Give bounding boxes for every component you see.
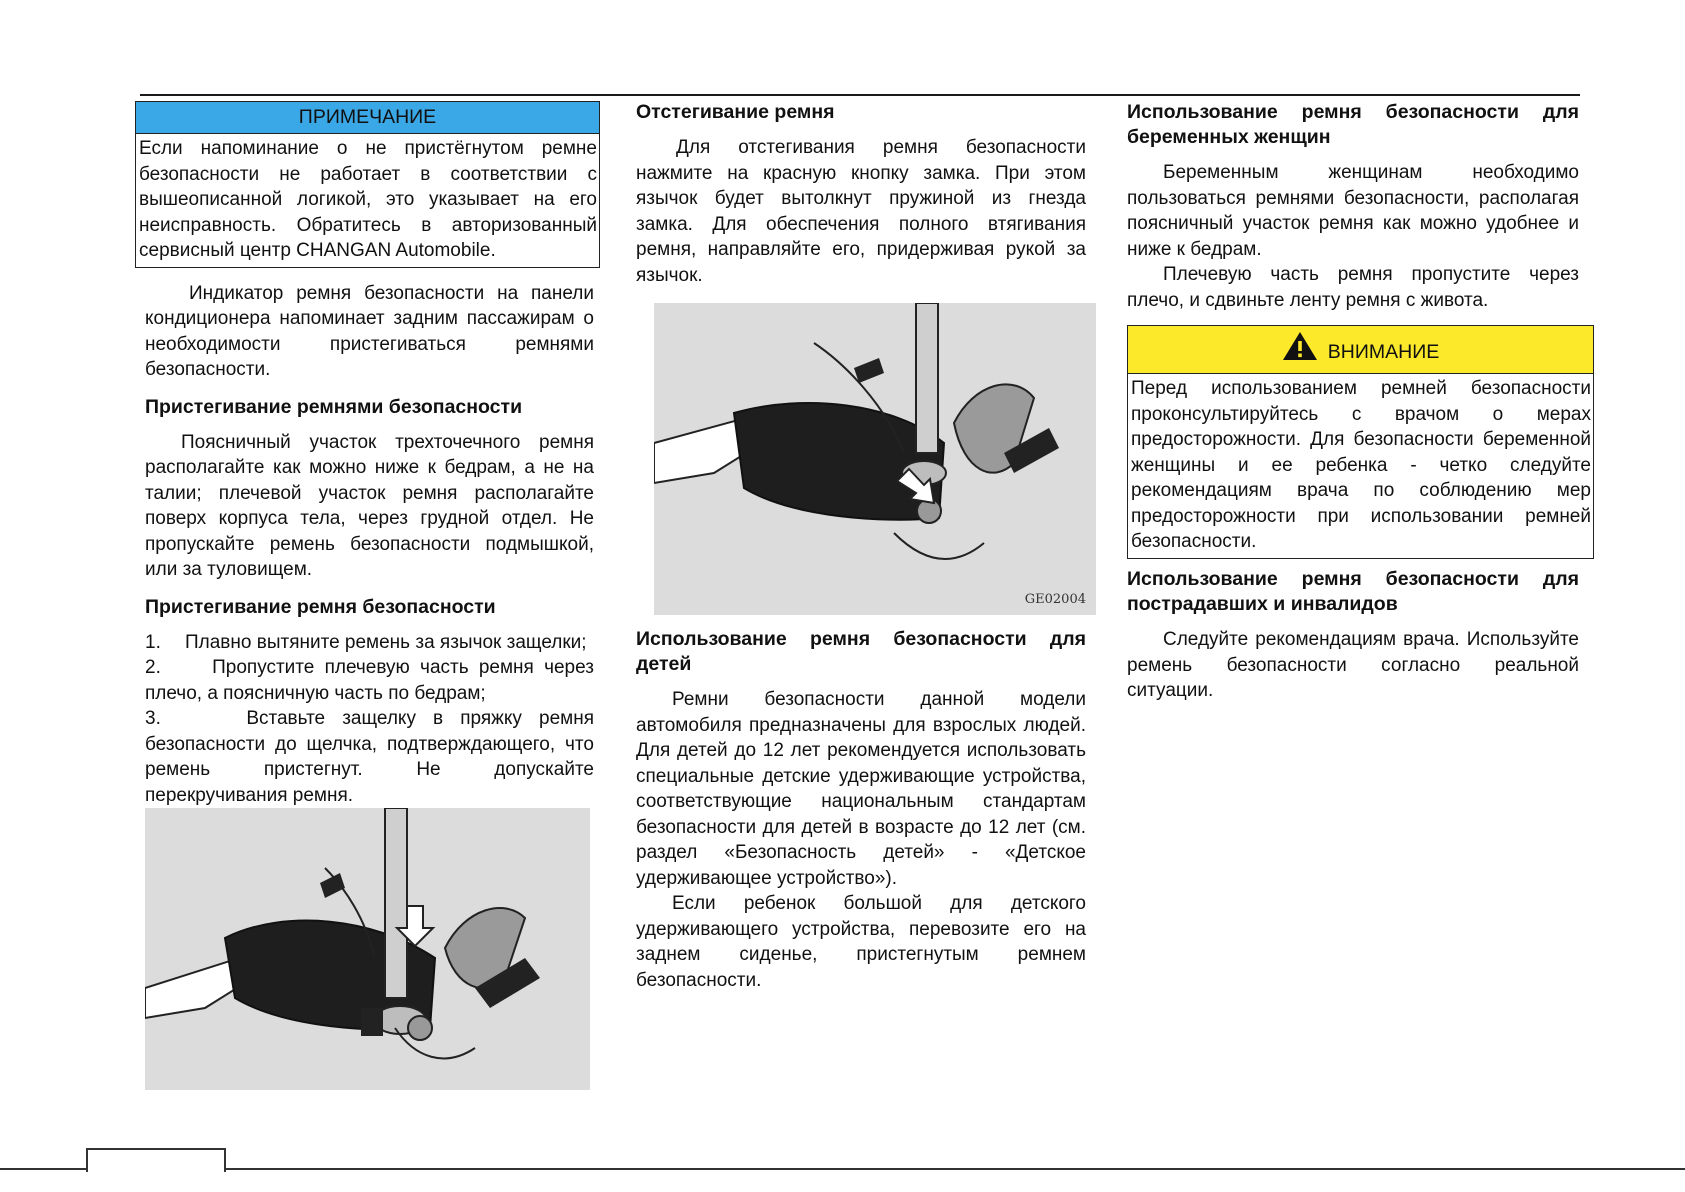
note-title: ПРИМЕЧАНИЕ [136,102,599,134]
paragraph: Ремни безопасности данной модели автомобиля предназначены для взрослых людей. Для детей до 12 лет рекомендуется использовать специальные детские удерживающие устройства, соответствующие национальным стандартам безопасности для детей в возрасте до 12 лет (см. раздел «Безопасность детей» - «Детское удерживающее устройство»). [636,689,1086,889]
warning-text: Перед использованием ремней безопасности проконсультируйтесь с врачом о мерах предосторожности. Для безопасности беременной женщины и ее ребенка - четко следуйте рекомендациям врача по соблюдению мер предосторожности при использовании ремней безопасности. [1131,378,1591,552]
warning-title: ВНИМАНИЕ [1327,341,1440,363]
paragraph: Плечевую часть ремня пропустите через плечо, и сдвиньте ленту ремня с живота. [1127,264,1579,311]
note-box [135,101,600,268]
column-right-lower [1127,567,1579,704]
steps-list [145,630,594,809]
paragraph: Индикатор ремня безопасности на панели кондиционера напоминает задним пассажирам о необходимости пристегиваться ремнями безопасности. [145,282,594,380]
bottom-rule [0,1168,1685,1170]
paragraph: Если ребенок большой для детского удерживающего устройства, перевозите его на заднем сиденье, пристегнутым ремнем безопасности. [636,893,1086,991]
paragraph: Поясничный участок трехточечного ремня располагайте как можно ниже к бедрам, а не на талии; плечевой участок ремня располагайте поверх корпуса тела, через грудной отдел. Не пропускайте ремень безопасности подмышкой, или за туловищем. [145,431,594,580]
note-text: Если напоминание о не пристёгнутом ремне безопасности не работает в соответствии с вышеописанной логикой, это указывает на его неисправность. Обратитесь в авторизованный сервисный центр CHANGAN Automobile. [139,138,597,261]
column-left [135,101,600,808]
paragraph: Для отстегивания ремня безопасности нажмите на красную кнопку замка. При этом язычок будет вытолкнут пружиной из гнезда замка. Для обеспечения полного втягивания ремня, направляйте его, придерживая рукой за язычок. [636,137,1086,286]
list-item: 3. Вставьте защелку в пряжку ремня безопасности до щелчка, подтверждающего, что ремень пристегнут. Не допускайте перекручивания ремня. [145,708,594,806]
figure-caption: GE02004 [1024,592,1086,607]
top-rule [140,94,1580,96]
column-middle-lower [636,627,1086,993]
warning-triangle-icon [1282,331,1318,361]
section-heading: Использование ремня безопасности для пострадавших и инвалидов [1127,568,1579,615]
section-heading: Использование ремня безопасности для беременных женщин [1127,101,1579,148]
warning-container [1127,325,1594,559]
paragraph: Следуйте рекомендациям врача. Используйте ремень безопасности согласно реальной ситуации. [1127,629,1579,701]
seatbelt-fastening-illustration [145,808,590,1090]
section-heading: Пристегивание ремнями безопасности [145,395,523,418]
section-heading: Отстегивание ремня [636,101,835,123]
section-heading: Использование ремня безопасности для детей [636,628,1086,675]
section-heading: Пристегивание ремня безопасности [145,595,496,618]
paragraph: Беременным женщинам необходимо пользоваться ремнями безопасности, располагая поясничный участок ремня как можно удобнее и ниже к бедрам. [1127,162,1579,260]
column-middle [636,100,1086,288]
warning-box [1127,325,1594,559]
list-item: 1. Плавно вытяните ремень за язычок защелки; [145,631,587,653]
page-number-tab [86,1148,226,1172]
seatbelt-release-illustration [654,303,1096,615]
column-right [1127,100,1579,313]
list-item: 2. Пропустите плечевую часть ремня через плечо, а поясничную часть по бедрам; [145,657,594,704]
